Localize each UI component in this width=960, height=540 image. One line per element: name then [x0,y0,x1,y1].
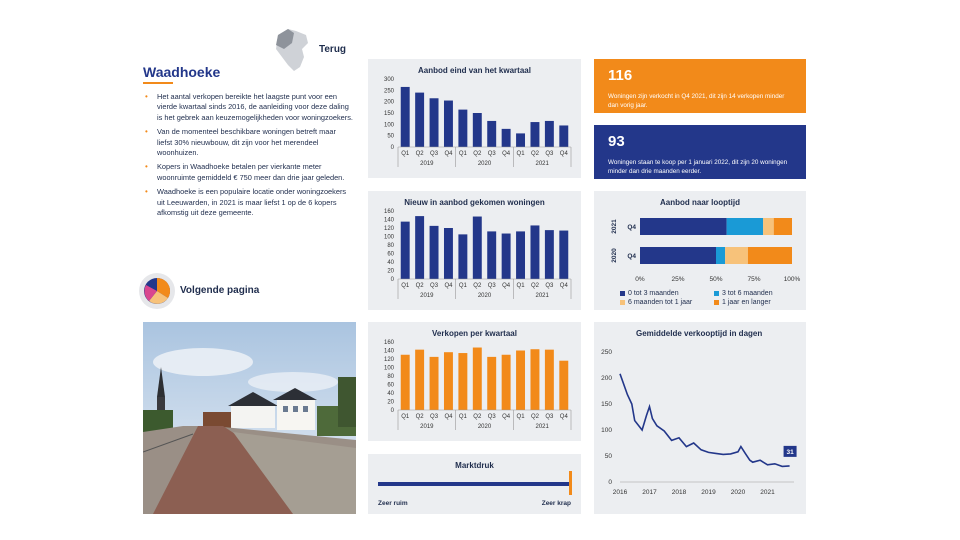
marktdruk-marker [569,471,572,495]
x-tick-label: Q3 [487,151,496,157]
bar [473,217,482,279]
stacked-segment [763,218,774,235]
chart-title: Aanbod eind van het kwartaal [418,66,531,75]
x-tick-label: 2017 [642,489,657,496]
year-label: 2019 [420,161,434,167]
y-tick-label: 250 [383,88,394,95]
y-tick-label: 40 [387,260,394,266]
x-tick-label: Q4 [559,151,568,157]
y-tick-label: 80 [387,374,394,380]
x-tick-label: Q1 [458,151,467,157]
legend-item: 3 tot 6 maanden [714,290,773,297]
x-tick-label: Q3 [430,414,439,420]
row-year-label: 2020 [611,248,618,263]
bar [415,216,424,279]
x-tick-label: Q4 [502,283,511,289]
x-tick-label: Q2 [473,414,482,420]
y-tick-label: 80 [387,243,394,249]
bar [430,226,439,279]
line-series [620,374,790,467]
y-tick-label: 100 [383,234,394,241]
marktdruk-track [378,482,571,486]
chart-panel-verkopen [368,322,581,441]
x-tick-label: Q1 [516,151,525,157]
bar [502,234,511,279]
bar [530,349,539,410]
x-tick-label: Q2 [530,283,539,289]
bar [502,129,511,147]
bar [401,355,410,410]
y-tick-label: 120 [383,226,394,232]
y-tick-label: 160 [383,340,394,346]
bar [473,113,482,147]
stacked-segment [748,247,792,264]
y-tick-label: 200 [601,375,612,382]
bar [487,121,496,147]
x-tick-label: Q2 [530,151,539,157]
x-tick-label: 2019 [701,489,716,496]
year-label: 2021 [535,293,549,299]
bar [401,222,410,279]
x-tick-label: Q1 [401,151,410,157]
chart-title: Verkopen per kwartaal [432,329,517,338]
y-tick-label: 40 [387,391,394,397]
year-label: 2019 [420,293,434,299]
chart-panel-verkooptijd [594,322,806,514]
bar [516,133,525,147]
bar [415,93,424,147]
legend-item: 0 tot 3 maanden [620,290,679,297]
stacked-segment [716,247,725,264]
y-tick-label: 0 [390,145,394,151]
bar [545,121,554,147]
bar [458,353,467,410]
kpi-description: Woningen zijn verkocht in Q4 2021, dit zijn 14 verkopen minder dan vorig jaar. [608,93,785,109]
chart-panel-nieuw [368,191,581,310]
year-label: 2019 [420,424,434,430]
bar [444,228,453,279]
x-tick-label: 50% [709,276,723,283]
bar [487,231,496,279]
bar-chart-verkopen [368,322,581,441]
bar [516,351,525,411]
bar [502,355,511,410]
bar [545,350,554,410]
title-underline [143,82,173,84]
row-year-label: 2021 [611,219,618,234]
chart-title: Nieuw in aanbod gekomen woningen [404,198,545,207]
bar [458,234,467,279]
bar [444,352,453,410]
y-tick-label: 140 [383,348,394,355]
y-tick-label: 20 [387,399,394,406]
bar [559,125,568,147]
y-tick-label: 100 [383,365,394,372]
bar-chart-aanbod [368,59,581,178]
y-tick-label: 50 [387,133,394,140]
bar [430,98,439,147]
x-tick-label: Q3 [545,414,554,420]
bar [530,225,539,279]
x-tick-label: Q3 [487,283,496,289]
y-tick-label: 0 [390,277,394,283]
bullet-item: • Waadhoeke is een populaire locatie onder woningzoekers uit Leeuwarden, in 2021 is maar liefst 1 op de 6 kopers afkomstig uit deze gemeente. [145,187,347,218]
stacked-segment [640,218,727,235]
x-tick-label: 2021 [760,489,775,496]
x-tick-label: Q1 [401,283,410,289]
kpi-stock-box [594,125,806,179]
year-label: 2020 [477,293,492,299]
marktdruk-panel [368,454,581,514]
last-value-label: 31 [786,448,794,456]
x-tick-label: 2018 [671,489,687,496]
legend-item: 1 jaar en langer [714,299,771,306]
x-tick-label: 25% [671,276,685,283]
x-tick-label: Q4 [559,283,568,289]
x-tick-label: Q2 [415,283,424,289]
x-tick-label: Q4 [502,414,511,420]
bar-chart-nieuw [368,191,581,310]
bar [458,110,467,147]
x-tick-label: 0% [635,276,645,283]
y-tick-label: 0 [390,408,394,414]
stacked-segment [725,247,748,264]
line-chart-verkooptijd [594,322,806,514]
x-tick-label: Q1 [516,414,525,420]
x-tick-label: Q4 [444,414,453,420]
y-tick-label: 60 [387,251,394,258]
year-label: 2020 [477,424,492,430]
chart-title: Gemiddelde verkooptijd in dagen [636,329,763,338]
y-tick-label: 160 [383,209,394,215]
x-tick-label: Q3 [487,414,496,420]
page-title: Waadhoeke [143,64,221,80]
bullet-list [143,92,353,222]
marktdruk-fill [378,482,571,486]
village-street-photo [143,322,356,514]
year-label: 2021 [535,161,549,167]
marktdruk-left-label: Zeer ruim [378,500,408,507]
x-tick-label: 2020 [730,489,746,496]
y-tick-label: 20 [387,268,394,275]
x-tick-label: Q4 [559,414,568,420]
x-tick-label: 100% [783,276,801,283]
y-tick-label: 150 [601,401,612,408]
x-tick-label: Q3 [430,283,439,289]
marktdruk-right-label: Zeer krap [541,500,571,507]
y-tick-label: 100 [601,427,612,434]
x-tick-label: Q2 [415,151,424,157]
x-tick-label: Q4 [502,151,511,157]
x-tick-label: Q2 [415,414,424,420]
chart-title: Aanbod naar looptijd [660,198,740,207]
y-tick-label: 140 [383,217,394,224]
next-page-pie-icon[interactable] [137,271,177,311]
x-tick-label: Q1 [458,414,467,420]
x-tick-label: 75% [747,276,761,283]
x-tick-label: Q2 [473,151,482,157]
bar [473,348,482,410]
bar [415,350,424,410]
kpi-value: 93 [608,133,625,150]
bullet-item: • Van de momenteel beschikbare woningen betreft maar liefst 30% nieuwbouw, dit zijn voor het merendeel woonhuizen. [145,127,336,158]
bullet-item: • Kopers in Waadhoeke betalen per vierkante meter woonruimte gemiddeld € 750 meer dan drie jaar geleden. [145,162,345,182]
bullet-item: • Het aantal verkopen bereikte het laagste punt voor een vierde kwartaal sinds 2016, de aanleiding voor deze daling is het gebrek aan keuzemogelijkheden voor woningzoekers. [145,92,353,122]
bar [444,101,453,147]
x-tick-label: Q1 [516,283,525,289]
y-tick-label: 60 [387,382,394,389]
x-tick-label: Q1 [401,414,410,420]
next-page-link[interactable]: Volgende pagina [180,285,260,296]
year-label: 2020 [477,161,492,167]
legend-item: 6 maanden tot 1 jaar [620,299,692,306]
bar [401,87,410,147]
x-tick-label: Q1 [458,283,467,289]
stacked-segment [727,218,763,235]
bar [516,231,525,279]
x-tick-label: 2016 [612,489,628,496]
x-tick-label: Q4 [444,151,453,157]
chart-panel-aanbod [368,59,581,178]
marktdruk-title: Marktdruk [455,461,494,470]
bar [430,357,439,410]
row-quarter-label: Q4 [627,253,636,260]
y-tick-label: 0 [608,479,612,486]
x-tick-label: Q2 [530,414,539,420]
bar [559,231,568,279]
stacked-segment [774,218,792,235]
y-tick-label: 50 [604,453,612,460]
x-tick-label: Q4 [444,283,453,289]
stacked-segment [640,247,716,264]
y-tick-label: 300 [383,77,394,83]
y-tick-label: 100 [383,122,394,129]
kpi-description: Woningen staan te koop per 1 januari 2022, dit zijn 20 woningen minder dan drie maanden eerder. [608,159,788,175]
chart-panel-looptijd [594,191,806,310]
x-tick-label: Q3 [430,151,439,157]
bar [530,122,539,147]
bar [487,357,496,410]
row-quarter-label: Q4 [627,224,636,231]
y-tick-label: 150 [383,111,394,117]
back-link[interactable]: Terug [319,44,347,55]
year-label: 2021 [535,424,549,430]
bar [545,230,554,279]
kpi-value: 116 [608,67,633,84]
y-tick-label: 200 [383,99,394,106]
y-tick-label: 120 [383,357,394,363]
kpi-sales-box [594,59,806,113]
region-map-icon[interactable] [272,27,316,73]
bar [559,361,568,410]
y-tick-label: 250 [601,349,612,356]
x-tick-label: Q3 [545,283,554,289]
x-tick-label: Q3 [545,151,554,157]
x-tick-label: Q2 [473,283,482,289]
